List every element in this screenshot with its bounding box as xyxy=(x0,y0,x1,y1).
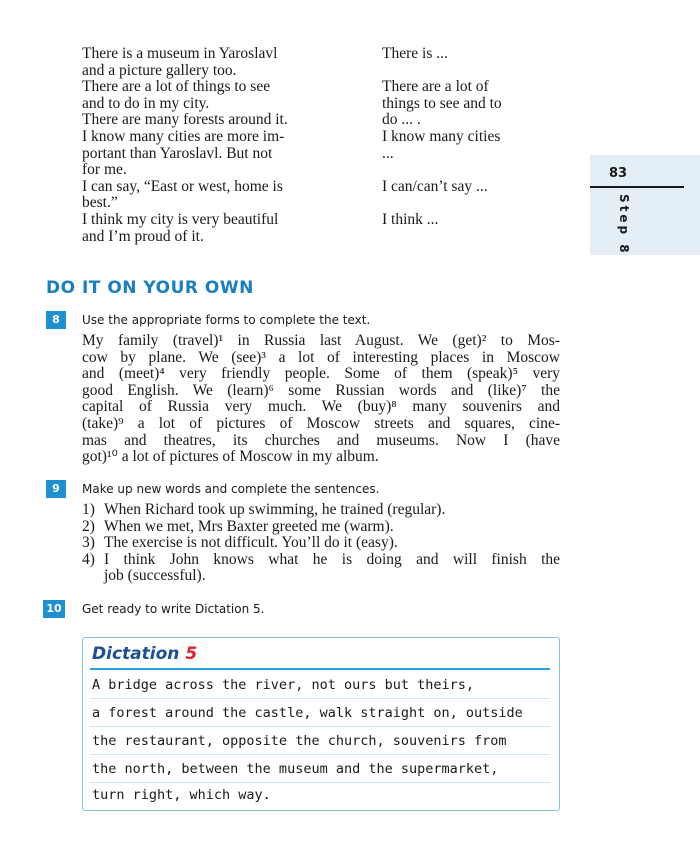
dictation-line-separator xyxy=(90,782,550,783)
step-label: Step 8 xyxy=(617,194,631,256)
exercise-number-badge: 9 xyxy=(46,480,66,498)
phrase-line: I think my city is very beautiful xyxy=(82,210,279,228)
dictation-number: 5 xyxy=(185,644,198,664)
item-number: 3) xyxy=(82,534,95,552)
list-item xyxy=(82,535,560,552)
item-number: 2) xyxy=(82,517,95,535)
text-line: cow by plane. We (see)³ a lot of interesting places in Moscow xyxy=(82,348,560,366)
prompt-line: things to see and to xyxy=(382,95,502,112)
phrase-line: There are a lot of things to see xyxy=(82,78,271,96)
item-text: When we met, Mrs Baxter greeted me (warm). xyxy=(104,517,394,535)
item-number: 4) xyxy=(82,550,95,568)
text-line: got)¹⁰ a lot of pictures of Moscow in my album. xyxy=(82,448,379,466)
phrase-line: and a picture gallery too. xyxy=(82,61,237,79)
phrase-line: There is a museum in Yaroslavl xyxy=(82,45,278,62)
text-line: mas and theatres, its churches and museums. Now I (have xyxy=(82,431,560,449)
phrase-line: and I’m proud of it. xyxy=(82,227,204,245)
prompt-line: do ... . xyxy=(382,111,421,128)
dictation-line: the restaurant, opposite the church, souvenirs from xyxy=(92,733,507,749)
item-text: The exercise is not difficult. You’ll do it (easy). xyxy=(104,534,398,552)
prompt-line: ... xyxy=(382,145,394,162)
text-line: (take)⁹ a lot of pictures of Moscow streets and squares, cine- xyxy=(82,414,560,432)
phrase-line: There are many forests around it. xyxy=(82,111,288,129)
prompt-line: I know many cities xyxy=(382,128,501,145)
section-heading: DO IT ON YOUR OWN xyxy=(46,278,254,298)
exercise-number-badge: 8 xyxy=(46,311,66,329)
dictation-title-rule xyxy=(90,668,550,670)
dictation-title xyxy=(92,644,197,664)
dictation-line: the north, between the museum and the supermarket, xyxy=(92,761,499,777)
phrase-line: and to do in my city. xyxy=(82,94,210,112)
exercise-instruction: Use the appropriate forms to complete the text. xyxy=(82,313,371,327)
item-number: 1) xyxy=(82,501,95,518)
item-text: When Richard took up swimming, he trained (regular). xyxy=(104,501,446,518)
phrase-line: best.” xyxy=(82,194,118,212)
page-number-rule xyxy=(590,186,684,188)
text-line: capital of Russia very much. We (buy)⁸ many souvenirs and xyxy=(82,398,560,416)
exercise-instruction: Make up new words and complete the sentences. xyxy=(82,482,380,496)
list-item xyxy=(82,552,560,585)
item-text: I think John knows what he is doing and will finish the xyxy=(104,550,560,568)
dictation-title-label: Dictation xyxy=(92,644,180,664)
phrase-line: portant than Yaroslavl. But not xyxy=(82,144,273,162)
item-text-continued: job (successful). xyxy=(104,567,206,585)
dictation-line-separator xyxy=(90,754,550,755)
prompt-line: There is ... xyxy=(382,45,448,62)
exercise-text xyxy=(82,333,560,466)
phrase-line: for me. xyxy=(82,161,127,179)
phrase-line: I know many cities are more im- xyxy=(82,127,285,145)
text-line: good English. We (learn)⁶ some Russian words and (like)⁷ the xyxy=(82,381,560,399)
phrase-line: I can say, “East or west, home is xyxy=(82,177,283,195)
list-item xyxy=(82,502,560,519)
dictation-line: a forest around the castle, walk straight on, outside xyxy=(92,705,523,721)
dictation-line: turn right, which way. xyxy=(92,787,271,803)
list-item xyxy=(82,519,560,536)
exercise-instruction: Get ready to write Dictation 5. xyxy=(82,602,265,616)
exercise-list xyxy=(82,502,560,585)
text-line: and (meet)⁴ very friendly people. Some of them (speak)⁵ very xyxy=(82,365,560,383)
page-number: 83 xyxy=(608,166,628,181)
dictation-line: A bridge across the river, not ours but theirs, xyxy=(92,677,475,693)
text-line: My family (travel)¹ in Russia last August. We (get)² to Mos- xyxy=(82,332,560,349)
dictation-line-separator xyxy=(90,726,550,727)
dictation-line-separator xyxy=(90,698,550,699)
exercise-number-badge: 10 xyxy=(43,600,65,618)
prompt-line: I think ... xyxy=(382,211,439,228)
prompt-line: I can/can’t say ... xyxy=(382,178,488,195)
prompt-line: There are a lot of xyxy=(382,78,489,95)
phrase-text-column xyxy=(82,46,352,245)
